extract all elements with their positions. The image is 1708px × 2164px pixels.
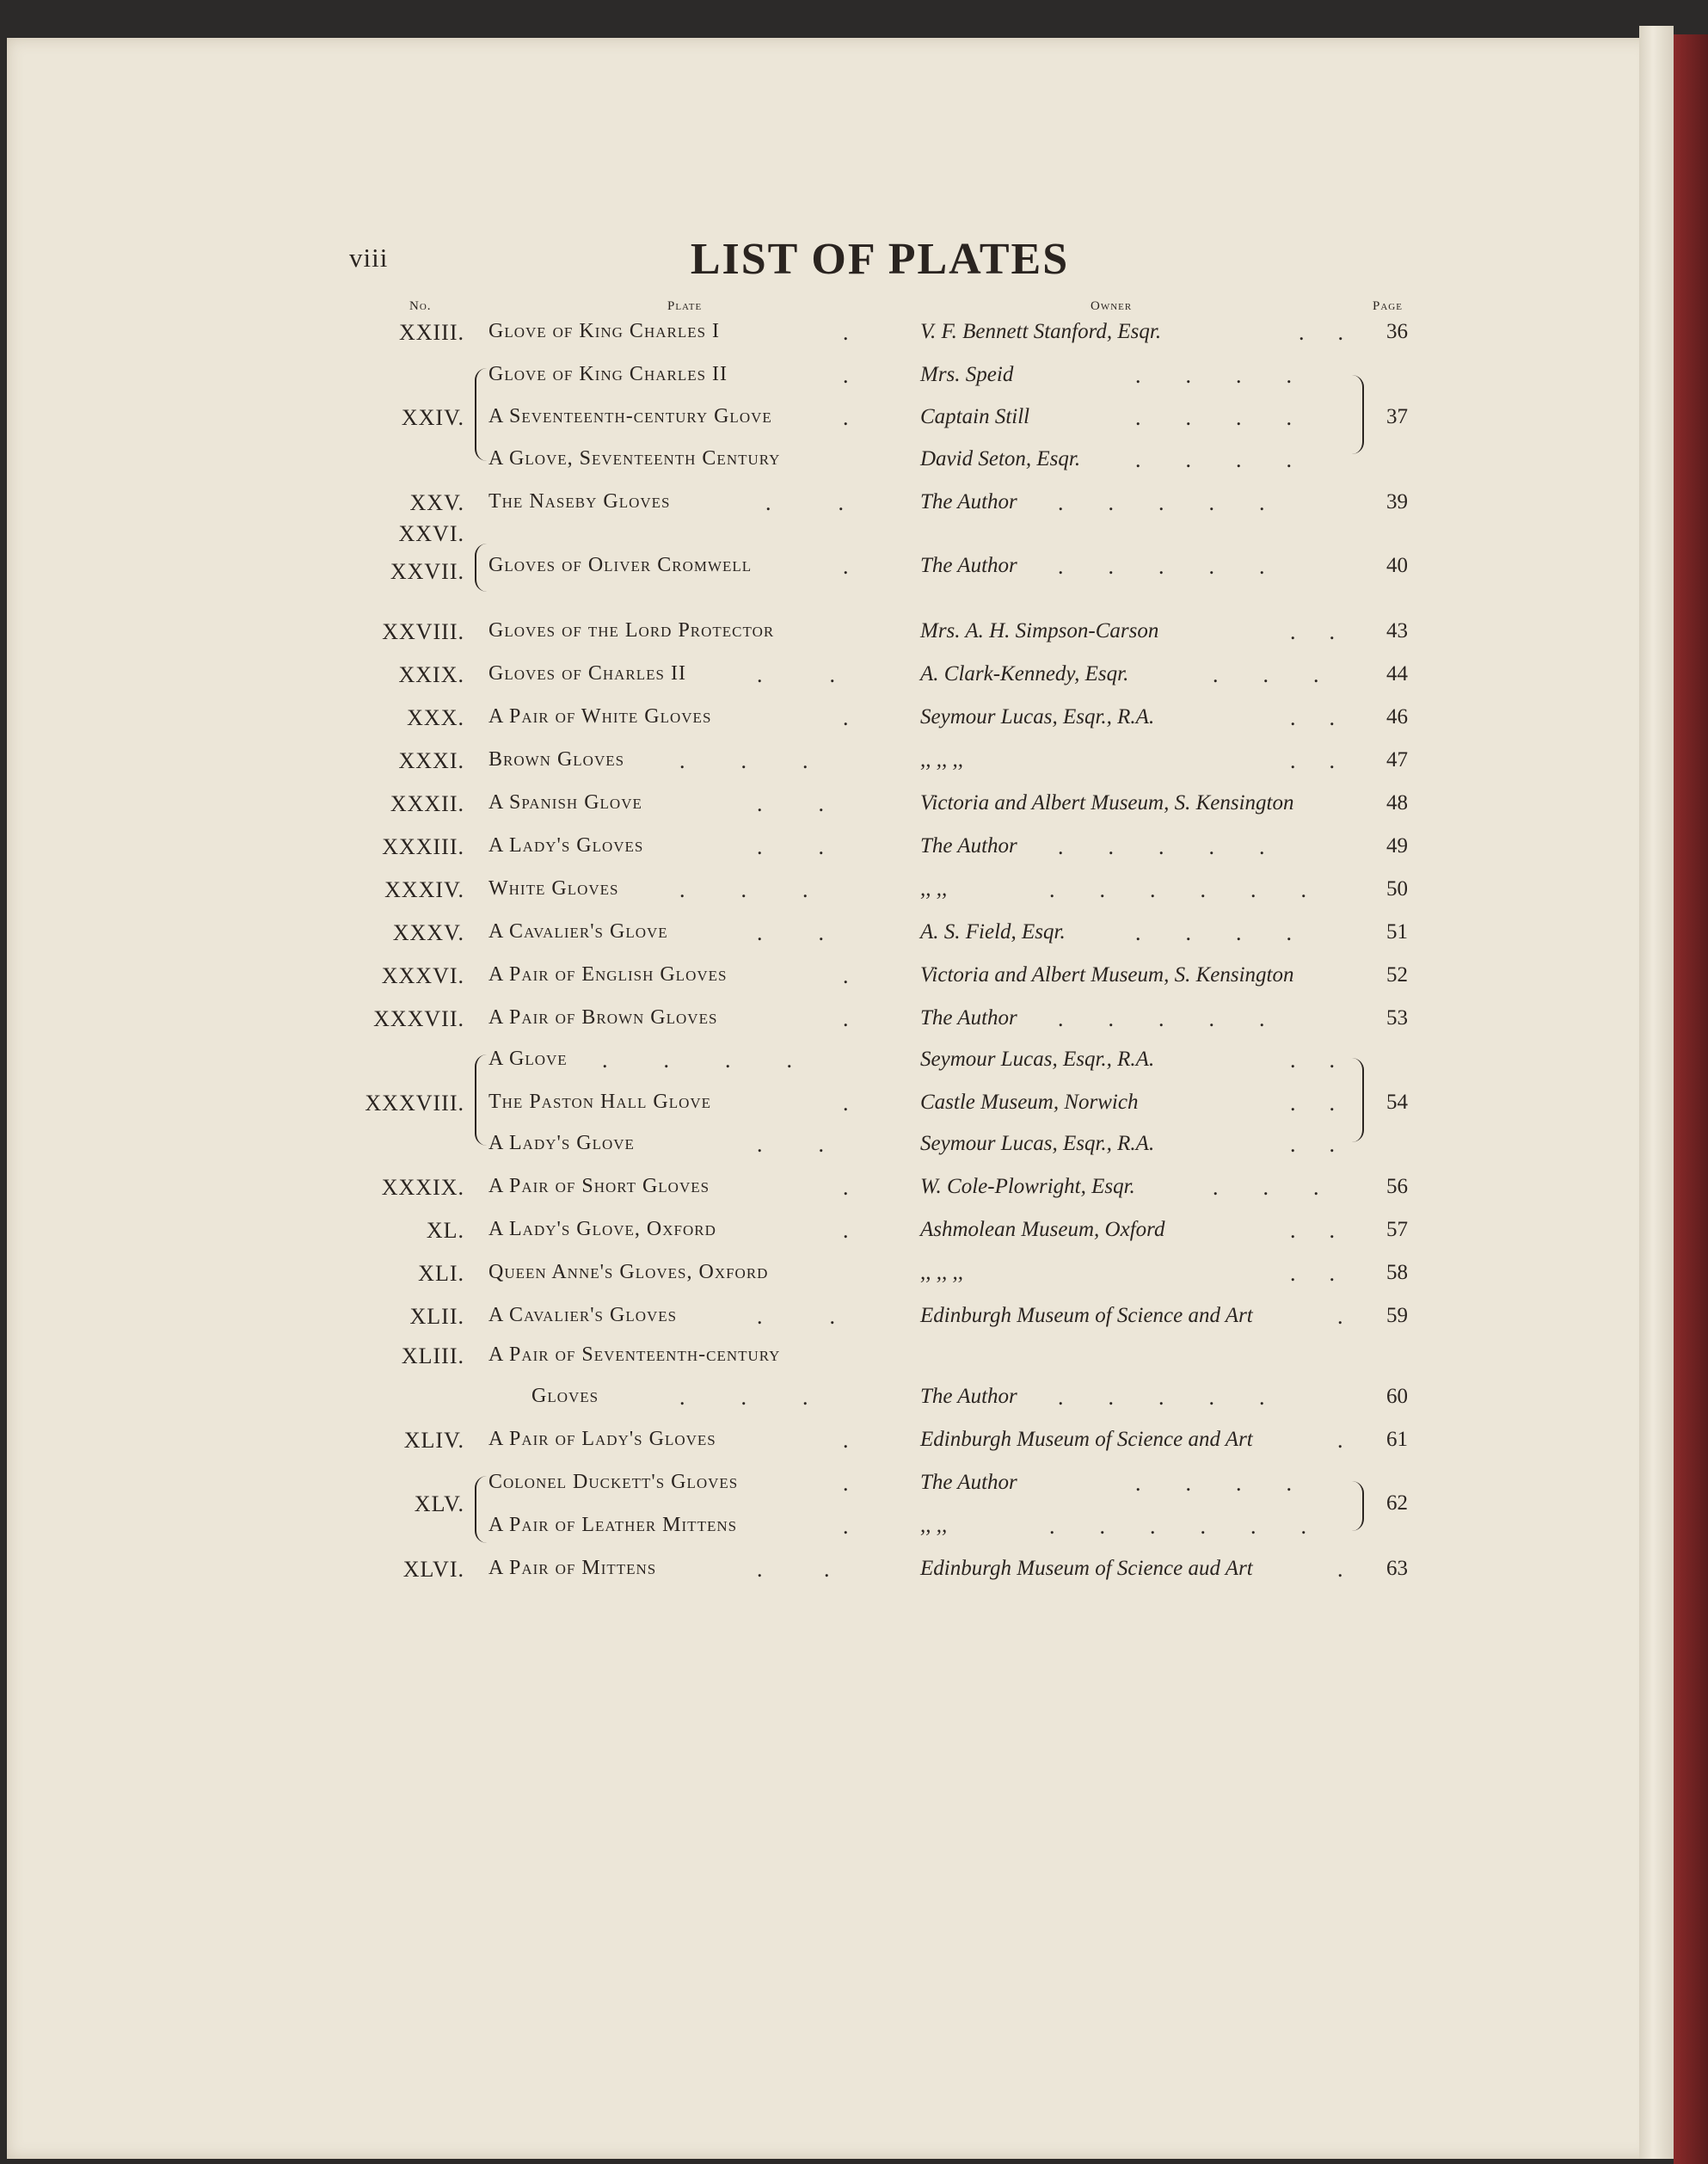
plate-owner: Ashmolean Museum, Oxford (920, 1218, 1165, 1241)
plate-page: 62 (1386, 1491, 1408, 1515)
plate-page: 54 (1386, 1091, 1408, 1114)
owner-leader-dots: . . (1290, 748, 1335, 773)
left-brace (475, 1476, 492, 1543)
book-gutter (1639, 26, 1674, 2159)
plate-owner: Captain Still (920, 405, 1030, 428)
plate-number: XXXV. (392, 920, 464, 945)
owner-leader-dots: . . . . . (1058, 1385, 1265, 1410)
plate-number: XXVI. (398, 521, 464, 546)
book-cover-edge (1674, 34, 1708, 2164)
plate-page: 60 (1386, 1385, 1408, 1408)
header-owner: Owner (1091, 299, 1133, 313)
leader-dots: . (843, 1006, 849, 1031)
leader-dots: . . (757, 1557, 830, 1582)
plate-page: 44 (1386, 662, 1408, 685)
owner-leader-dots: . . (1290, 1218, 1335, 1243)
plate-page: 36 (1386, 320, 1408, 343)
owner-leader-dots: . . . . . . (1049, 877, 1306, 902)
plate-number: XL. (426, 1218, 464, 1243)
plate-page: 56 (1386, 1175, 1408, 1198)
leader-dots: . . (757, 662, 835, 687)
owner-leader-dots: . . . . . (1058, 554, 1265, 579)
plate-number: XXX. (407, 705, 464, 730)
leader-dots: . (843, 363, 849, 388)
leader-dots: . . . (679, 748, 808, 773)
owner-leader-dots: . . (1299, 320, 1343, 345)
plate-number: XXVII. (390, 559, 464, 584)
page-number: viii (349, 243, 389, 273)
plate-page: 51 (1386, 920, 1408, 944)
plate-owner: V. F. Bennett Stanford, Esqr. (920, 320, 1162, 343)
plate-title: Gloves (531, 1385, 599, 1407)
leader-dots: . . (765, 490, 844, 515)
plate-page: 61 (1386, 1428, 1408, 1451)
plate-number: XXXVII. (373, 1006, 464, 1031)
leader-dots: . (843, 1428, 849, 1453)
plate-number: XXXI. (398, 748, 464, 773)
plate-page: 53 (1386, 1006, 1408, 1030)
plate-number: XXXII. (390, 791, 464, 816)
plate-owner: ,, ,, ,, (920, 1261, 963, 1284)
plate-title: A Lady's Gloves (488, 834, 644, 857)
leader-dots: . . (757, 1132, 824, 1157)
plate-page: 52 (1386, 963, 1408, 987)
leader-dots: . (843, 1175, 849, 1200)
plate-title: A Glove (488, 1048, 568, 1070)
plate-owner: Victoria and Albert Museum, S. Kensington (920, 963, 1294, 987)
plate-number: XXXIV. (384, 877, 464, 902)
owner-leader-dots: . . (1290, 1048, 1335, 1073)
leader-dots: . (843, 1091, 849, 1116)
header-plate: Plate (667, 299, 703, 313)
owner-leader-dots: . . . . (1135, 447, 1292, 472)
owner-leader-dots: . . . . . (1058, 834, 1265, 859)
leader-dots: . (843, 320, 849, 345)
plate-number: XXXIX. (381, 1175, 464, 1200)
plate-number: XXV. (409, 490, 464, 515)
owner-leader-dots: . . . . (1135, 363, 1292, 388)
owner-leader-dots: . . . . . (1058, 490, 1265, 515)
plate-title: Glove of King Charles II (488, 363, 728, 385)
plate-title: A Pair of Lady's Gloves (488, 1428, 716, 1450)
plate-page: 43 (1386, 619, 1408, 642)
plate-owner: Edinburgh Museum of Science and Art (920, 1428, 1253, 1451)
plate-page: 63 (1386, 1557, 1408, 1580)
leader-dots: . (843, 1471, 849, 1496)
plate-title: A Pair of Brown Gloves (488, 1006, 718, 1029)
plate-owner: ,, ,, (920, 1514, 948, 1537)
right-brace (1350, 1481, 1364, 1531)
leader-dots: . . (757, 1304, 835, 1329)
owner-leader-dots: . . . . (1135, 405, 1292, 430)
left-brace (475, 544, 492, 592)
plate-title: A Pair of Mittens (488, 1557, 657, 1579)
leader-dots: . . . (679, 877, 808, 902)
plate-title: Gloves of Oliver Cromwell (488, 554, 753, 576)
plate-title: A Lady's Glove (488, 1132, 635, 1154)
owner-leader-dots: . . . . (1135, 1471, 1292, 1496)
plate-title: A Lady's Glove, Oxford (488, 1218, 716, 1240)
plate-owner: W. Cole-Plowright, Esqr. (920, 1175, 1135, 1198)
plate-owner: David Seton, Esqr. (920, 447, 1081, 470)
plate-number: XXXVI. (381, 963, 464, 988)
plate-number: XLVI. (402, 1557, 464, 1582)
left-brace (475, 368, 492, 461)
leader-dots: . (843, 1514, 849, 1539)
owner-leader-dots: . (1337, 1557, 1343, 1582)
plate-owner: Seymour Lucas, Esqr., R.A. (920, 1048, 1155, 1071)
plate-number: XXVIII. (382, 619, 464, 644)
leader-dots: . . (757, 834, 824, 859)
plate-title: Glove of King Charles I (488, 320, 721, 342)
plate-owner: A. Clark-Kennedy, Esqr. (920, 662, 1129, 685)
plate-page: 49 (1386, 834, 1408, 858)
plate-page: 48 (1386, 791, 1408, 815)
leader-dots: . (843, 554, 849, 579)
leader-dots: . . . (679, 1385, 808, 1410)
leader-dots: . . . . (602, 1048, 792, 1073)
plate-page: 57 (1386, 1218, 1408, 1241)
plate-owner: The Author (920, 834, 1017, 858)
plate-number: XLIV. (403, 1428, 464, 1453)
plate-owner: Edinburgh Museum of Science and Art (920, 1304, 1253, 1327)
plate-owner: ,, ,, ,, (920, 748, 963, 772)
right-brace (1350, 1058, 1364, 1142)
plate-owner: The Author (920, 554, 1017, 577)
plate-page: 39 (1386, 490, 1408, 513)
left-brace (475, 1054, 492, 1146)
plate-title: The Paston Hall Glove (488, 1091, 712, 1113)
owner-leader-dots: . (1337, 1428, 1343, 1453)
owner-leader-dots: . . (1290, 619, 1335, 644)
leader-dots: . . (757, 791, 824, 816)
plate-title: The Naseby Gloves (488, 490, 671, 513)
owner-leader-dots: . . . (1213, 662, 1319, 687)
owner-leader-dots: . . (1290, 1261, 1335, 1286)
plate-title: Gloves of the Lord Protector (488, 619, 775, 642)
plate-number: XXXVIII. (365, 1091, 464, 1116)
plate-owner: The Author (920, 490, 1017, 513)
plate-owner: ,, ,, (920, 877, 948, 901)
plate-title: A Cavalier's Glove (488, 920, 668, 943)
plate-title: A Pair of Leather Mittens (488, 1514, 738, 1536)
leader-dots: . (843, 705, 849, 730)
plate-owner: Seymour Lucas, Esqr., R.A. (920, 705, 1155, 729)
page-title: LIST OF PLATES (690, 235, 1070, 284)
owner-leader-dots: . . . (1213, 1175, 1319, 1200)
plate-owner: Mrs. Speid (920, 363, 1014, 386)
owner-leader-dots: . . (1290, 1132, 1335, 1157)
plate-title: A Cavalier's Gloves (488, 1304, 678, 1326)
right-brace (1350, 375, 1364, 454)
leader-dots: . (843, 405, 849, 430)
owner-leader-dots: . . . . . (1058, 1006, 1265, 1031)
plate-number: XXIX. (398, 662, 464, 687)
plate-title: Queen Anne's Gloves, Oxford (488, 1261, 769, 1283)
plate-page: 58 (1386, 1261, 1408, 1284)
plate-owner: Seymour Lucas, Esqr., R.A. (920, 1132, 1155, 1155)
plate-title: A Pair of White Gloves (488, 705, 712, 728)
plate-number: XLI. (418, 1261, 464, 1286)
plate-page: 40 (1386, 554, 1408, 577)
plate-title: White Gloves (488, 877, 619, 900)
leader-dots: . (843, 1218, 849, 1243)
owner-leader-dots: . . . . . . (1049, 1514, 1306, 1539)
plate-owner: The Author (920, 1006, 1017, 1030)
plate-title: Colonel Duckett's Gloves (488, 1471, 739, 1493)
leader-dots: . . (757, 920, 824, 945)
plate-title: A Glove, Seventeenth Century (488, 447, 781, 470)
plate-owner: Mrs. A. H. Simpson-Carson (920, 619, 1159, 642)
plate-number: XLII. (409, 1304, 464, 1329)
owner-leader-dots: . . (1290, 705, 1335, 730)
plate-page: 37 (1386, 405, 1408, 428)
owner-leader-dots: . . (1290, 1091, 1335, 1116)
plate-page: 47 (1386, 748, 1408, 772)
plate-title: A Pair of English Gloves (488, 963, 728, 986)
plate-number: XXXIII. (382, 834, 464, 859)
leader-dots: . (843, 963, 849, 988)
plate-owner: Edinburgh Museum of Science aud Art (920, 1557, 1253, 1580)
plate-owner: Castle Museum, Norwich (920, 1091, 1139, 1114)
plate-number: XXIII. (398, 320, 464, 345)
owner-leader-dots: . (1337, 1304, 1343, 1329)
plate-page: 50 (1386, 877, 1408, 901)
plate-owner: A. S. Field, Esqr. (920, 920, 1066, 944)
owner-leader-dots: . . . . (1135, 920, 1292, 945)
plate-number: XLIII. (401, 1343, 464, 1368)
plate-title: Gloves of Charles II (488, 662, 686, 685)
plate-owner: The Author (920, 1471, 1017, 1494)
plate-title: A Pair of Short Gloves (488, 1175, 710, 1197)
plate-owner: The Author (920, 1385, 1017, 1408)
header-page: Page (1373, 299, 1403, 313)
plate-page: 46 (1386, 705, 1408, 729)
plate-title: A Spanish Glove (488, 791, 642, 814)
plate-title: Brown Gloves (488, 748, 625, 771)
plate-title: A Seventeenth-century Glove (488, 405, 772, 427)
plate-owner: Victoria and Albert Museum, S. Kensington (920, 791, 1294, 815)
plate-title: A Pair of Seventeenth-century (488, 1343, 781, 1366)
header-no: No. (409, 299, 432, 313)
plate-page: 59 (1386, 1304, 1408, 1327)
plate-number: XLV. (414, 1491, 464, 1516)
plate-number: XXIV. (401, 405, 464, 430)
